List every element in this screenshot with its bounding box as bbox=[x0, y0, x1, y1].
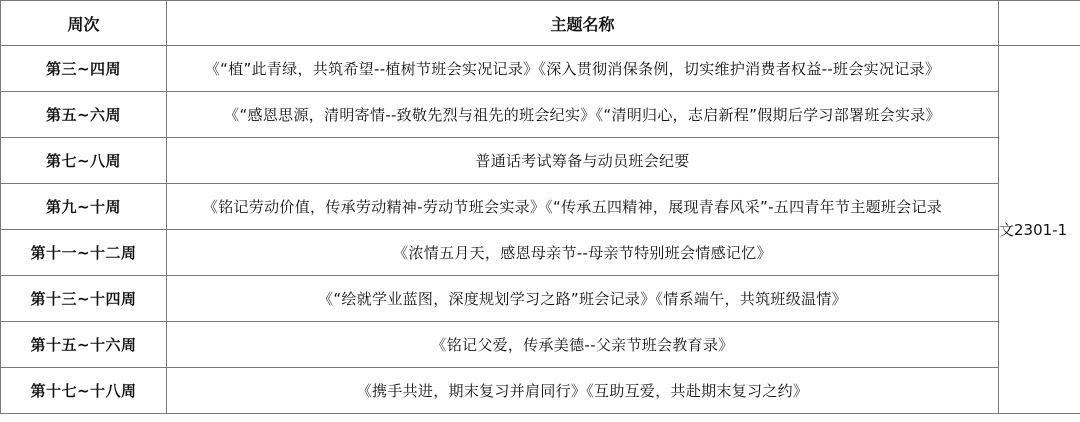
topic-text: 《携手共进，期末复习并肩同行》《互助互爱，共赴期末复习之约》 bbox=[356, 382, 809, 400]
table-row bbox=[1, 46, 1080, 92]
week-cell: 第十一~十二周 bbox=[1, 230, 167, 276]
table-row bbox=[1, 276, 1080, 322]
week-cell: 第十三~十四周 bbox=[1, 276, 167, 322]
week-cell: 第九~十周 bbox=[1, 184, 167, 230]
week-cell: 第十七~十八周 bbox=[1, 368, 167, 414]
topic-cell bbox=[167, 46, 999, 92]
topic-text: 《“植”此青绿，共筑希望--植树节班会实况记录》《深入贯彻消保条例，切实维护消费者权益--班会实况记录》 bbox=[204, 60, 941, 78]
topic-cell bbox=[167, 322, 999, 368]
topic-column-header: 主题名称 bbox=[167, 1, 999, 46]
topic-cell bbox=[167, 92, 999, 138]
topic-text: 普通话考试筹备与动员班会纪要 bbox=[475, 152, 690, 170]
class-name-cell: 文2301-1 bbox=[999, 46, 1080, 414]
topic-cell bbox=[167, 184, 999, 230]
table-row bbox=[1, 92, 1080, 138]
topic-text: 《“绘就学业蓝图，深度规划学习之路”班会记录》《情系端午，共筑班级温情》 bbox=[318, 290, 847, 308]
topic-cell bbox=[167, 138, 999, 184]
table-row bbox=[1, 322, 1080, 368]
topic-text: 《“感恩思源，清明寄情--致敬先烈与祖先的班会纪实》《“清明归心，志启新程”假期后学习部署班会实录》 bbox=[224, 106, 941, 124]
week-cell: 第五~六周 bbox=[1, 92, 167, 138]
week-cell: 第十五~十六周 bbox=[1, 322, 167, 368]
topic-cell bbox=[167, 276, 999, 322]
topic-text: 《浓情五月天，感恩母亲节--母亲节特别班会情感记忆》 bbox=[393, 244, 772, 262]
week-cell: 第三~四周 bbox=[1, 46, 167, 92]
table-row bbox=[1, 368, 1080, 414]
class-column-header bbox=[999, 1, 1080, 46]
week-column-header: 周次 bbox=[1, 1, 167, 46]
table-row bbox=[1, 184, 1080, 230]
week-cell: 第七~八周 bbox=[1, 138, 167, 184]
table-row bbox=[1, 230, 1080, 276]
topic-text: 《铭记劳动价值，传承劳动精神-劳动节班会实录》《“传承五四精神，展现青春风采”-五四青年节主题班会记录 bbox=[202, 198, 943, 216]
table-row bbox=[1, 138, 1080, 184]
topic-text: 《铭记父爱，传承美德--父亲节班会教育录》 bbox=[431, 336, 734, 354]
topic-cell bbox=[167, 230, 999, 276]
header-row bbox=[1, 1, 1080, 46]
topic-cell bbox=[167, 368, 999, 414]
